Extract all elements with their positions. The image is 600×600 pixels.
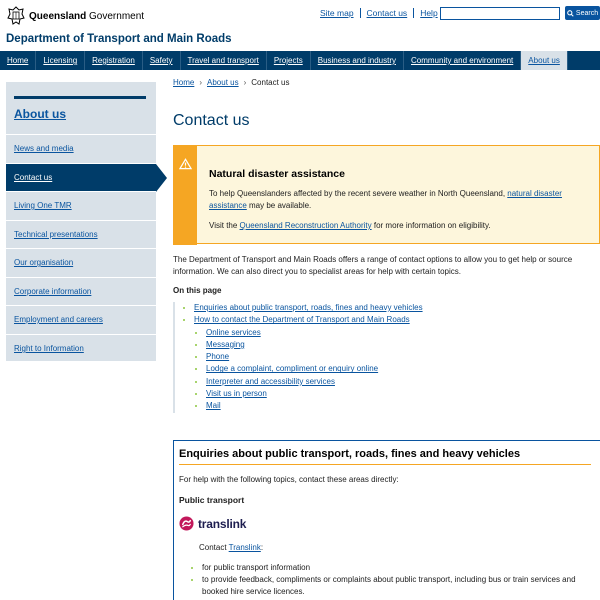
sidebar-item-corporate-information[interactable]: Corporate information (6, 277, 156, 305)
alert-text: Visit the Queensland Reconstruction Authority for more information on eligibility. (209, 221, 491, 230)
breadcrumb-about-us[interactable]: About us (207, 78, 239, 87)
nav-about-us[interactable]: About us (521, 51, 568, 70)
warning-icon (179, 158, 192, 170)
intro-paragraph: The Department of Transport and Main Roads offers a range of contact options to allow you to get help or source information. We can also direct you to specialist areas for help with certain topics. (173, 255, 573, 276)
list-item (175, 314, 473, 326)
otp-link-online-services[interactable]: Online services (206, 327, 261, 337)
list-item (175, 339, 473, 351)
bullet-icon (195, 368, 197, 370)
nav-registration[interactable]: Registration (85, 51, 143, 70)
breadcrumb-chevron-icon: › (243, 78, 247, 87)
on-this-page-label: On this page (173, 286, 222, 295)
list-item (175, 302, 473, 314)
nav-business-and-industry[interactable]: Business and industry (311, 51, 404, 70)
breadcrumb-home[interactable]: Home (173, 78, 195, 87)
list-item (175, 400, 473, 412)
nav-projects[interactable]: Projects (267, 51, 311, 70)
breadcrumb-current: Contact us (251, 78, 290, 87)
sidebar-item-right-to-information[interactable]: Right to Information (6, 334, 156, 362)
qg-logo[interactable] (6, 6, 144, 26)
coat-of-arms-icon (6, 6, 26, 26)
bullet-icon (183, 307, 185, 309)
bullet-icon (195, 393, 197, 395)
sidebar-item-living-one-tmr[interactable]: Living One TMR (6, 191, 156, 219)
search-input[interactable] (440, 7, 560, 20)
active-indicator-arrow (156, 164, 167, 192)
bullet-icon (195, 356, 197, 358)
sidebar-item-contact-us[interactable]: Contact us (6, 163, 156, 191)
nav-licensing[interactable]: Licensing (36, 51, 85, 70)
sidebar (6, 82, 156, 361)
qra-link[interactable]: Queensland Reconstruction Authority (239, 221, 372, 230)
qg-logo-text: Queensland Government (29, 10, 145, 22)
translink-link[interactable]: Translink (228, 543, 261, 552)
sidebar-item-employment-and-careers[interactable]: Employment and careers (6, 305, 156, 333)
nav-travel-and-transport[interactable]: Travel and transport (181, 51, 267, 70)
sidebar-item-news-and-media[interactable]: News and media (6, 134, 156, 162)
contact-translink-line: Contact Translink: (199, 543, 264, 552)
list-item (175, 376, 473, 388)
nav-safety[interactable]: Safety (143, 51, 181, 70)
alert-title: Natural disaster assistance (209, 168, 345, 180)
otp-link-enquiries[interactable]: Enquiries about public transport, roads, fines and heavy vehicles (194, 303, 423, 312)
on-this-page-list (173, 302, 473, 413)
public-transport-list (189, 562, 599, 598)
list-item: to provide feedback, compliments or complaints about public transport, including bus or train services and booked hire service licences. (189, 574, 599, 598)
translink-logo-icon (179, 516, 194, 531)
nav-community-and-environment[interactable]: Community and environment (404, 51, 521, 70)
list-item (175, 388, 473, 400)
contact-us-link[interactable]: Contact us (360, 8, 414, 18)
site-map-link[interactable]: Site map (320, 8, 354, 18)
otp-link-phone[interactable]: Phone (206, 352, 230, 362)
alert-box (173, 145, 600, 244)
site-header (0, 0, 600, 50)
otp-link-messaging[interactable]: Messaging (206, 339, 245, 349)
sidebar-item-our-organisation[interactable]: Our organisation (6, 248, 156, 276)
search-icon (567, 10, 574, 17)
otp-link-how-to-contact[interactable]: How to contact the Department of Transport and Main Roads (194, 315, 410, 325)
bullet-icon (195, 405, 197, 407)
bullet-icon (191, 579, 193, 581)
main-nav (0, 51, 600, 70)
enquiries-section (173, 440, 600, 600)
bullet-icon (195, 332, 197, 334)
list-item: for public transport information (189, 562, 599, 574)
bullet-icon (195, 381, 197, 383)
otp-link-lodge[interactable]: Lodge a complaint, compliment or enquiry online (206, 364, 379, 374)
nav-home[interactable]: Home (0, 51, 36, 70)
translink-logo: translink (179, 516, 246, 531)
search-button[interactable]: Search (565, 6, 600, 20)
bullet-icon (195, 344, 197, 346)
page-title: Contact us (173, 112, 250, 129)
section-subheading: Public transport (179, 495, 245, 505)
alert-bar (173, 146, 197, 245)
list-item (175, 327, 473, 339)
otp-link-mail[interactable]: Mail (206, 401, 221, 411)
bullet-icon (183, 319, 185, 321)
breadcrumb-chevron-icon: › (199, 78, 203, 87)
sidebar-title[interactable]: About us (14, 96, 146, 121)
site-title[interactable]: Department of Transport and Main Roads (6, 33, 232, 45)
section-title: Enquiries about public transport, roads, fines and heavy vehicles (179, 448, 591, 465)
list-item (175, 351, 473, 363)
section-intro: For help with the following topics, contact these areas directly: (179, 475, 399, 484)
otp-link-interpreter[interactable]: Interpreter and accessibility services (206, 376, 335, 386)
bullet-icon (191, 567, 193, 569)
sidebar-item-technical-presentations[interactable]: Technical presentations (6, 220, 156, 248)
alert-text: To help Queenslanders affected by the recent severe weather in North Queensland, natural disaster assistance may be available. (209, 189, 562, 210)
natural-disaster-assistance-link[interactable]: natural disaster assistance (209, 189, 562, 210)
list-item (175, 363, 473, 375)
help-link[interactable]: Help (413, 8, 443, 18)
otp-link-visit[interactable]: Visit us in person (206, 389, 267, 399)
breadcrumb (173, 78, 290, 87)
utility-links (320, 8, 444, 18)
